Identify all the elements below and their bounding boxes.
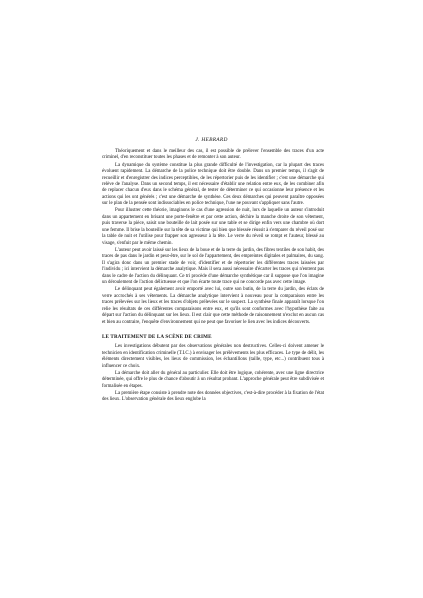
paragraph: Le délinquant peut également avoir emporté avec lui, outre son butin, de la terre du jardin, des éclats de verre accrochés à ses vêtements. La démarche analytique intervient à nouveau pour la comparaison entre les traces prélevées sur les lieux et les traces d'objets prélevées sur le suspect. La synthèse finale apparaît lorsque l'on relie les résultats de ces différentes comparaisons entre eux, et qu'ils sont conformes avec l'hypothèse faite au départ sur l'action du délinquant sur les lieux. Il est clair que cette méthode de raisonnement n'exclut en aucun cas et bien au contraire, l'enquête d'environnement qui ne peut que favoriser le lien avec les indices découverts. — [102, 287, 324, 325]
section-heading: LE TRAITEMENT DE LA SCÈNE DE CRIME — [102, 333, 212, 340]
paragraph: La dynamique du système constitue la plus grande difficulté de l'investigation, car la plupart des traces évoluent rapidement. La démarche de la police technique doit être double. Dans un premier temps, il s'agit de recueillir et d'enregistrer des indices perceptibles, de les répertorier puis de les identifier ; c'est une démarche qui relève de l'analyse. Dans un second temps, il est nécessaire d'établir une relation entre eux, de les combiner afin de replacer chacun d'eux dans le schéma général, de tester de déterminer ce qui occasionne leur présence et les actions qui les ont générés ; c'est une démarche de synthèse. Ces deux démarches qui peuvent paraître opposées sur le plan de la pensée sont indissociables en police technique, l'une ne pouvant s'appliquer sans l'autre. — [102, 162, 324, 207]
paragraph: Les investigations débutent par des observations générales non destructives. Celles-ci doivent amener le technicien en identification criminelle (T.I.C.) à envisager les prélèvements les plus efficaces. Le type de délit, les éléments directement visibles, les lieux de commission, les échantillons (taille, type, etc...) contribuent tous à influencer ce choix. — [102, 344, 324, 369]
paragraph: L'auteur peut avoir laissé sur les lieux de la boue et de la terre du jardin, des fibres textiles de son habit, des traces de pas dans le jardin et peut-être, sur le sol de l'appartement, des empreintes digitales et palmaires, du sang. Il s'agira donc dans un premier stade de voir, d'identifier et de répertorier les différentes traces laissées par l'individu ; ici intervient la démarche analytique. Mais il sera aussi nécessaire d'écarter les traces qui n'entrent pas dans le cadre de l'action du délinquant. Ce tri procède d'une démarche synthétique car il suppose que l'on imagine un déroulement de l'action délictueuse et que l'on écarte toute trace qui ne concorde pas avec cette image. — [102, 247, 324, 286]
paragraph: La démarche doit aller du général au particulier. Elle doit être logique, cohérente, avec une ligne directrice déterminée, qui offre le plus de chance d'aboutir à un résultat probant. L'approche générale peut être subdivisée et formalisée en étapes. — [102, 370, 324, 389]
paragraph: Théoriquement et dans le meilleur des cas, il est possible de prélever l'ensemble des traces d'un acte criminel, d'en reconstituer toutes les phases et de remonter à son auteur. — [102, 149, 324, 161]
body-text — [102, 149, 324, 405]
paragraph: La première étape consiste à prendre note des données objectives, c'est-à-dire procéder à la fixation de l'état des lieux. L'observation générale des lieux englobe la — [102, 390, 324, 403]
running-header: J. HEBRARD — [195, 137, 228, 143]
paragraph: Pour illustrer cette théorie, imaginons le cas d'une agression de nuit, lors de laquelle un auteur s'introduit dans un appartement en brisant une porte-fenêtre et par cette action, déchire la manche droite de son vêtement, puis traverse la pièce, saisit une bouteille de lait posée sur une table et se dirige enfin vers une chambre où dort une femme. Il brise la bouteille sur la tête de sa victime qui bien que blessée réussit à s'emparer du réveil posé sur la table de nuit et l'utilise pour frapper son agresseur à la tête. Le verre du réveil se rompt et l'auteur, blessé au visage, s'enfuit par le même chemin. — [102, 208, 324, 246]
